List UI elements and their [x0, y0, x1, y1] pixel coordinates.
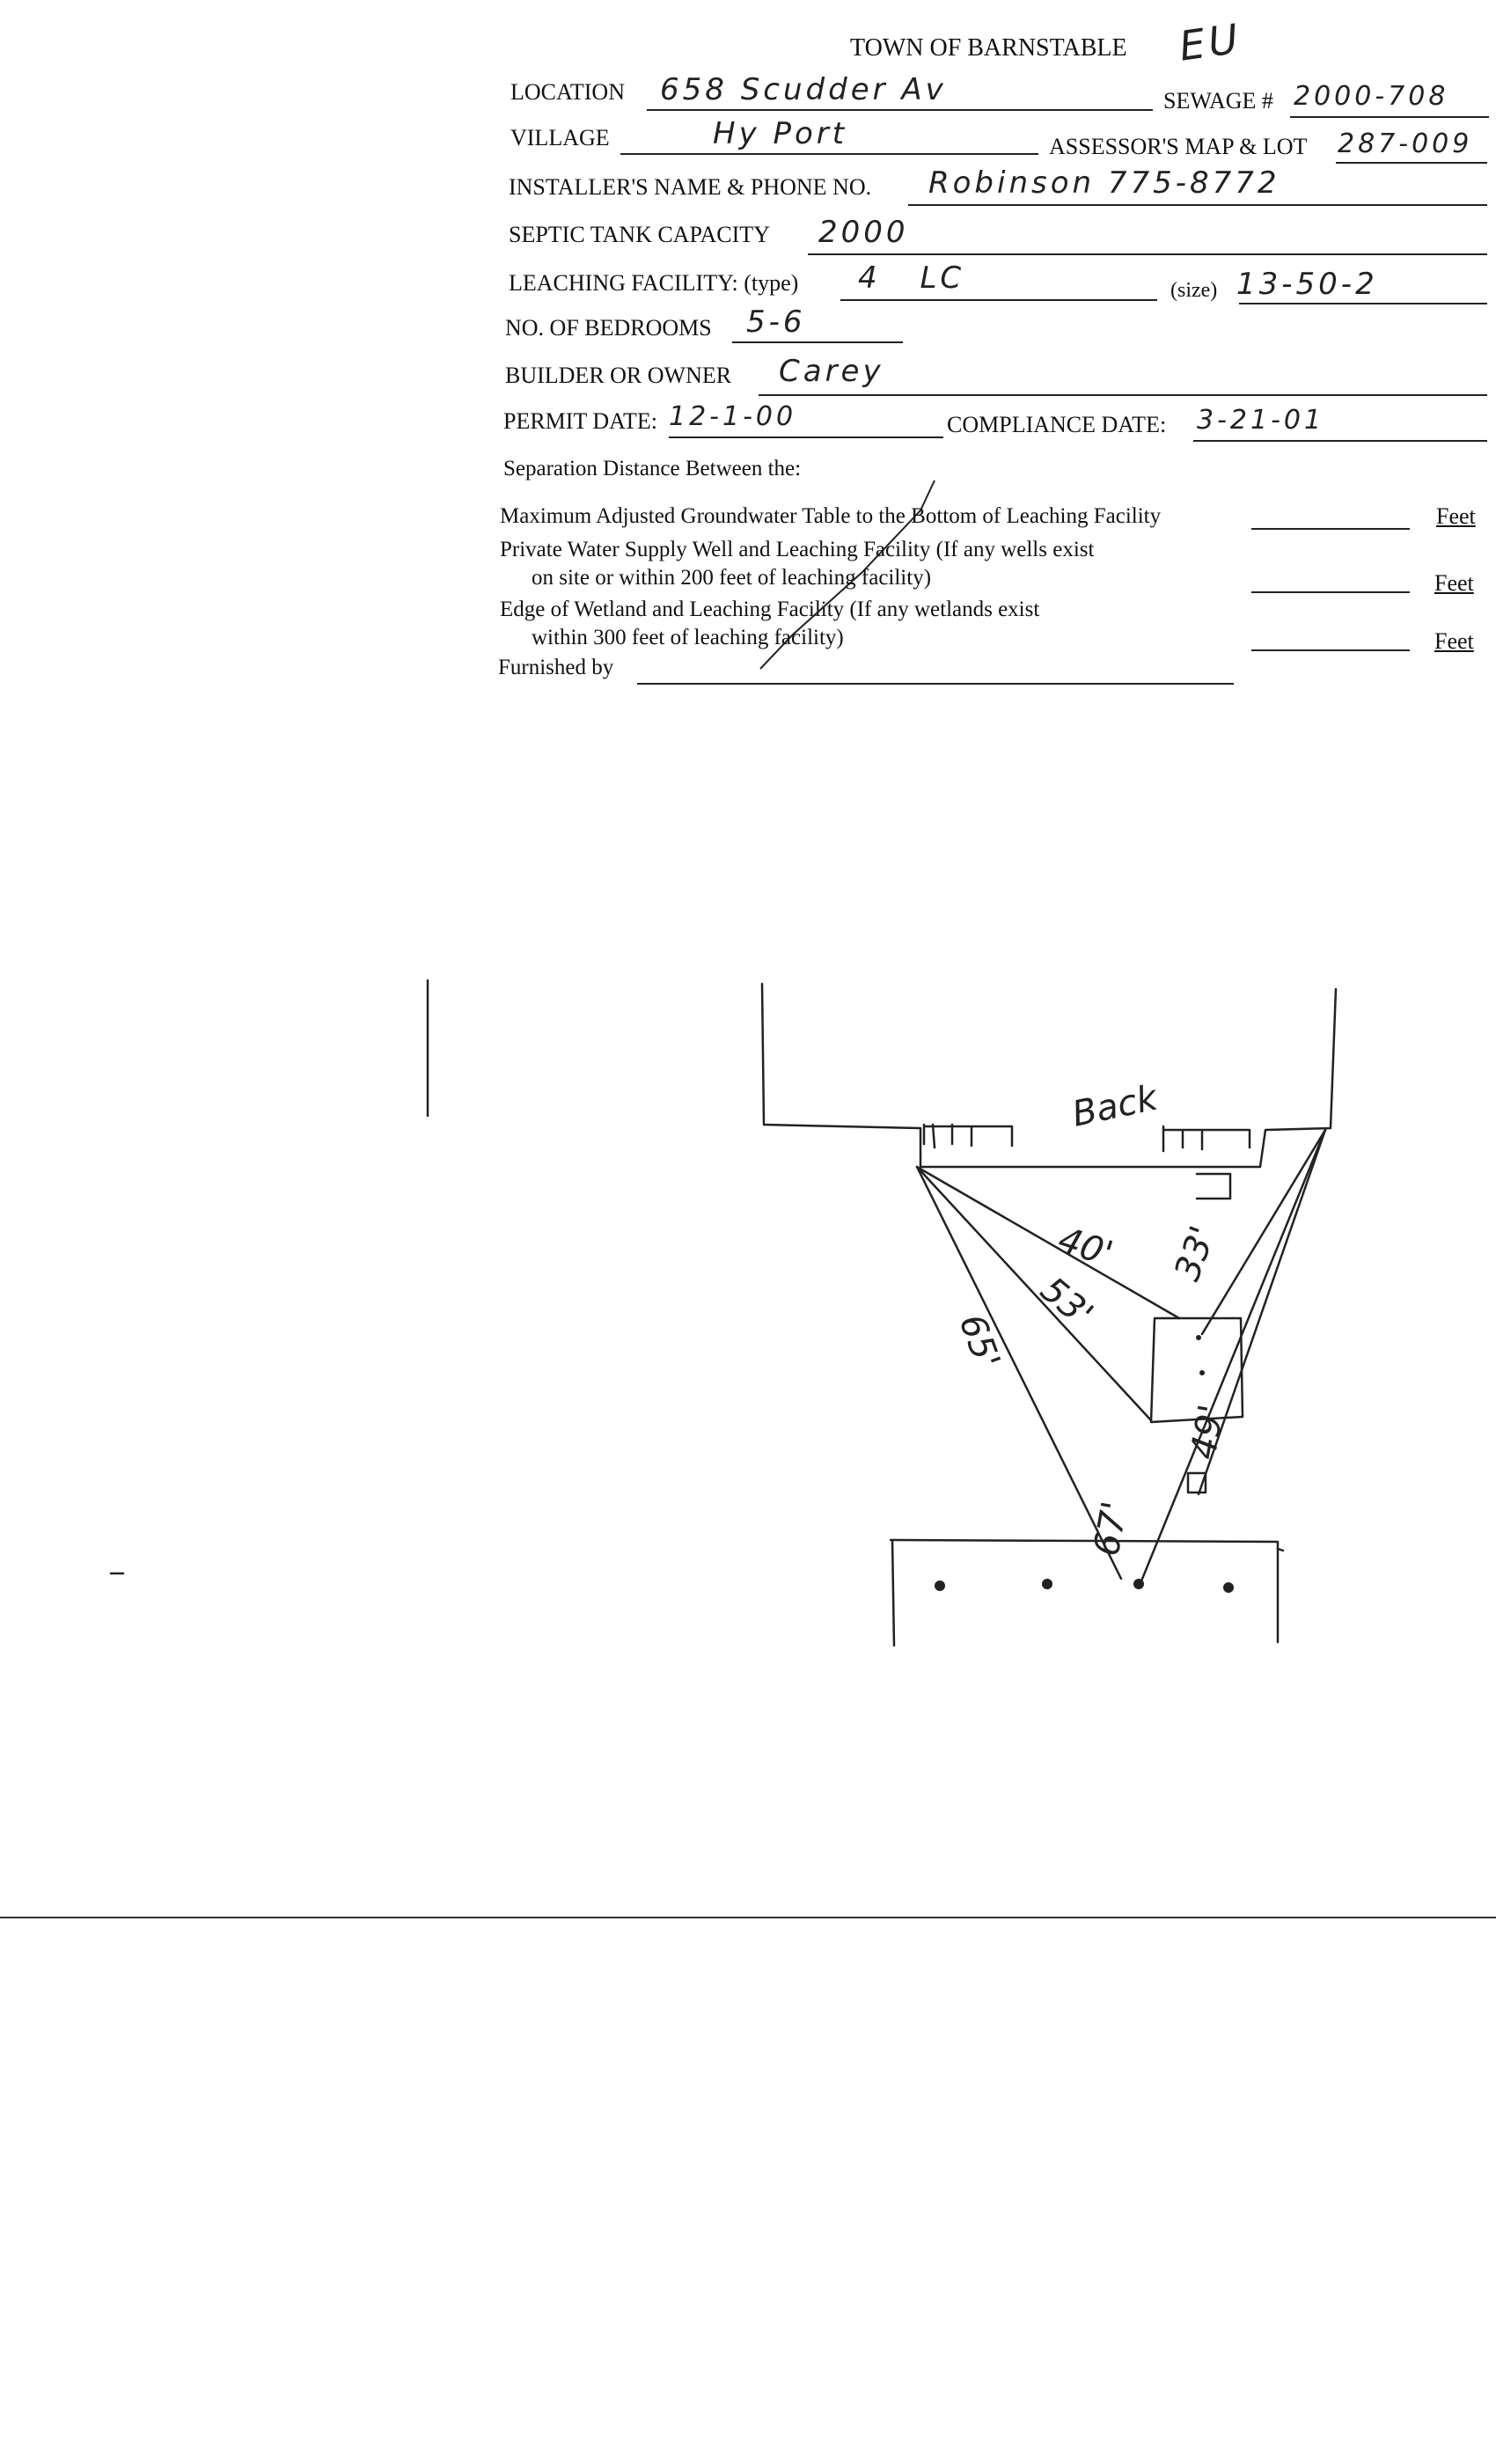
- leaching-type-value: 4 LC: [858, 260, 965, 296]
- well-row-label-line2: on site or within 200 feet of leaching facility): [532, 566, 932, 590]
- map-lot-label: ASSESSOR'S MAP & LOT: [1049, 134, 1308, 159]
- field-point-1: [935, 1580, 945, 1591]
- compliance-label: COMPLIANCE DATE:: [947, 412, 1167, 437]
- field-point-2: [1042, 1579, 1052, 1589]
- distance-label-53: 53': [1032, 1269, 1101, 1336]
- tank-label: SEPTIC TANK CAPACITY: [509, 222, 770, 247]
- bedrooms-label: NO. OF BEDROOMS: [505, 315, 712, 341]
- size-value: 13-50-2: [1236, 267, 1378, 302]
- back-label: Back: [1068, 1077, 1162, 1135]
- groundwater-row-label: Maximum Adjusted Groundwater Table to the Bottom of Leaching Facility: [500, 504, 1162, 528]
- builder-label: BUILDER OR OWNER: [505, 363, 732, 388]
- distance-label-49: 49': [1183, 1401, 1233, 1463]
- map-lot-value: 287-009: [1338, 128, 1473, 159]
- location-label: LOCATION: [510, 79, 625, 105]
- installer-label: INSTALLER'S NAME & PHONE NO.: [509, 174, 872, 200]
- compliance-value: 3-21-01: [1197, 405, 1325, 436]
- well-row-label-line1: Private Water Supply Well and Leaching Facility (If any wells exist: [500, 538, 1095, 561]
- location-value: 658 Scudder Av: [660, 72, 947, 107]
- wetland-row-label-line1: Edge of Wetland and Leaching Facility (If any wetlands exist: [500, 598, 1040, 621]
- leaching-field: [891, 1540, 1278, 1646]
- back-steps-right: [1163, 1126, 1250, 1151]
- distance-label-67: 67': [1086, 1498, 1136, 1559]
- village-label: VILLAGE: [510, 125, 610, 150]
- back-steps-left: [924, 1125, 1012, 1148]
- leaching-label: LEACHING FACILITY: (type): [509, 270, 799, 296]
- wetland-feet-label: Feet: [1434, 628, 1474, 654]
- permit-value: 12-1-00: [669, 401, 797, 432]
- builder-value: Carey: [779, 354, 884, 389]
- line-53: [917, 1167, 1151, 1420]
- field-point-4: [1223, 1582, 1234, 1593]
- town-title: TOWN OF BARNSTABLE: [850, 34, 1127, 62]
- well-feet-label: Feet: [1434, 570, 1474, 596]
- distance-label-40: 40': [1052, 1219, 1118, 1275]
- tank-value: 2000: [818, 215, 909, 250]
- wetland-row-label-line2: within 300 feet of leaching facility): [532, 626, 844, 649]
- page-divider: [0, 1917, 1496, 1918]
- size-label: (size): [1170, 279, 1218, 302]
- field-point-3: [1133, 1579, 1144, 1589]
- sewage-value: 2000-708: [1294, 81, 1449, 112]
- distance-label-33: 33': [1167, 1221, 1224, 1287]
- village-value: Hy Port: [713, 116, 848, 151]
- furnished-by-label: Furnished by: [498, 656, 614, 679]
- sewage-label: SEWAGE #: [1163, 88, 1273, 114]
- permit-label: PERMIT DATE:: [503, 408, 658, 434]
- installer-value: Robinson 775-8772: [928, 165, 1280, 201]
- separation-heading: Separation Distance Between the:: [503, 457, 802, 480]
- bedrooms-value: 5-6: [746, 304, 806, 340]
- reviewer-initials: EU: [1176, 14, 1245, 70]
- line-33: [1202, 1130, 1325, 1334]
- groundwater-feet-label: Feet: [1436, 503, 1476, 529]
- distance-label-65: 65': [950, 1309, 1008, 1375]
- line-67: [1139, 1130, 1325, 1588]
- small-box-under-house: [1197, 1174, 1230, 1199]
